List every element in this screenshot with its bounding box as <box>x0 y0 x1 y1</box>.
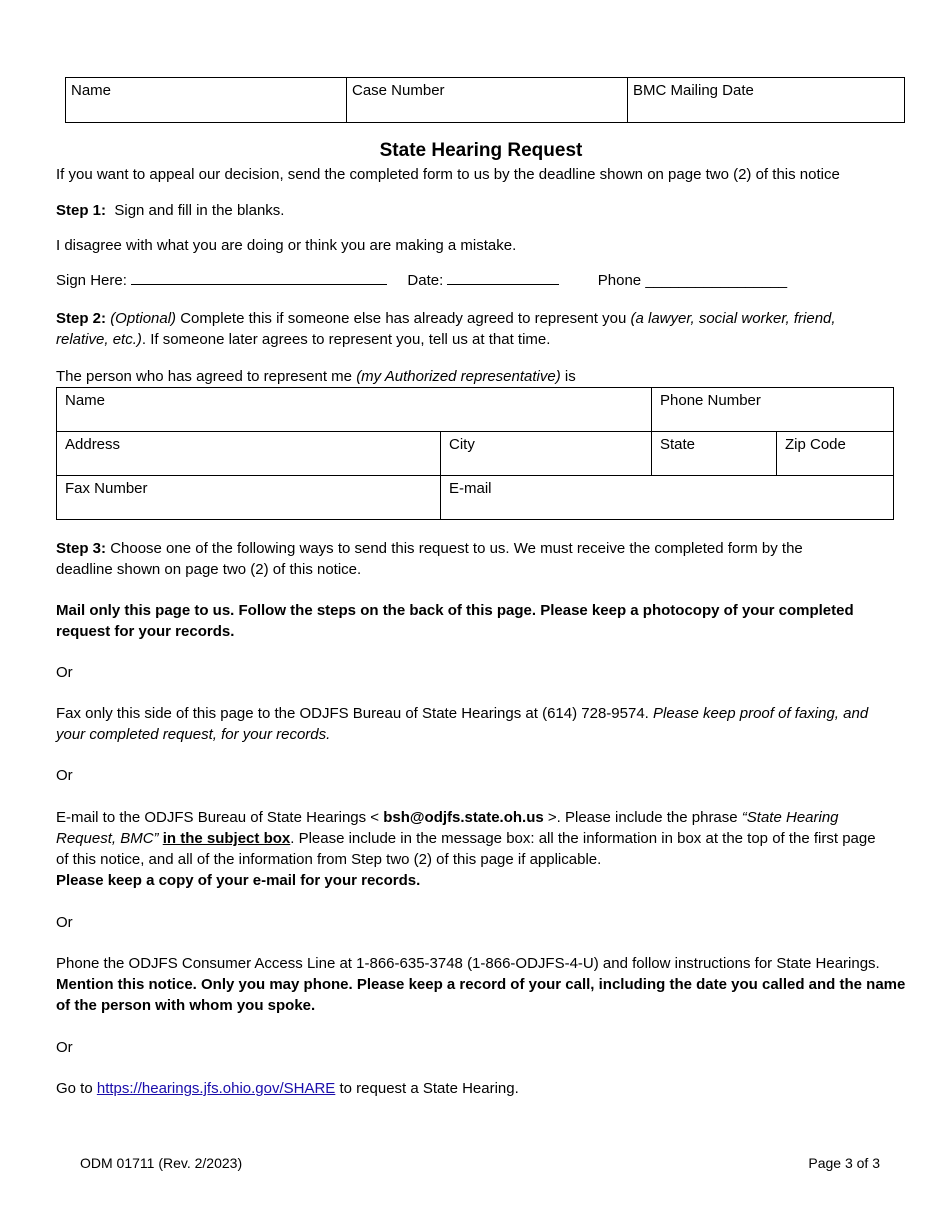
case-number-label: Case Number <box>352 82 445 99</box>
rep-intro-is: is <box>564 368 576 385</box>
fax-paragraph <box>56 703 896 745</box>
step3-label: Step 3: <box>56 540 107 557</box>
online-pre: Go to <box>56 1080 93 1097</box>
email-phrase: “State Hearing Request, BMC” <box>56 809 839 847</box>
or-separator-2: Or <box>56 767 73 784</box>
rep-name-cell[interactable] <box>57 388 652 432</box>
phone-label: Phone <box>597 272 642 289</box>
rep-city-cell[interactable] <box>441 432 652 476</box>
share-link[interactable]: https://hearings.jfs.ohio.gov/SHARE <box>96 1080 336 1097</box>
step2-optional: (Optional) <box>110 310 177 327</box>
rep-intro-text: The person who has agreed to represent me <box>56 368 353 385</box>
date-label: Date: <box>407 272 444 289</box>
rep-phone-label: Phone Number <box>660 392 761 409</box>
step1-text: Sign and fill in the blanks. <box>114 202 285 219</box>
rep-address-label: Address <box>65 436 121 453</box>
email-pre: E-mail to the ODJFS Bureau of State Hearings < <box>56 809 380 826</box>
step2-label: Step 2: <box>56 310 107 327</box>
step2-examples: (a lawyer, social worker, friend, relative, etc.) <box>56 310 836 348</box>
fax-text: Fax only this side of this page to the ODJFS Bureau of State Hearings at (614) 728-9574. <box>56 705 649 722</box>
email-rest: . Please include in the message box: all the information in box at the top of the first page of this notice, and all of the information from Step two (2) of this page if applicable. <box>56 830 876 868</box>
signature-field[interactable] <box>131 270 387 285</box>
representative-table <box>56 387 894 520</box>
phone-field[interactable]: _________________ <box>645 272 788 289</box>
phone-text: Phone the ODJFS Consumer Access Line at 1-866-635-3748 (1-866-ODJFS-4-U) and follow instructions for State Hearings. <box>56 955 880 972</box>
online-paragraph <box>56 1078 896 1099</box>
phone-bold: Mention this notice. Only you may phone. Please keep a record of your call, including the date you called and the name of the person with whom you spoke. <box>56 976 906 1014</box>
mail-instruction: Mail only this page to us. Follow the steps on the back of this page. Please keep a photocopy of your completed request for your records. <box>56 602 854 640</box>
or-separator-4: Or <box>56 1039 73 1056</box>
name-cell[interactable] <box>66 78 347 123</box>
rep-email-cell[interactable] <box>441 476 894 520</box>
step3-paragraph <box>56 538 856 580</box>
phone-paragraph <box>56 953 906 1016</box>
email-post: >. Please include the phrase <box>547 809 738 826</box>
case-number-cell[interactable] <box>347 78 628 123</box>
signature-row <box>56 270 896 291</box>
sign-label: Sign Here: <box>56 272 127 289</box>
representative-intro <box>56 366 896 387</box>
date-field[interactable] <box>447 270 559 285</box>
header-table <box>65 77 905 123</box>
rep-fax-label: Fax Number <box>65 480 148 497</box>
rep-intro-italic: (my Authorized representative) <box>356 368 561 385</box>
email-paragraph <box>56 807 886 891</box>
step2-paragraph <box>56 308 886 350</box>
name-label: Name <box>71 82 112 99</box>
rep-name-label: Name <box>65 392 106 409</box>
or-separator-1: Or <box>56 664 73 681</box>
step2-text-2: . If someone later agrees to represent you, tell us at that time. <box>141 331 551 348</box>
step2-text: Complete this if someone else has already agreed to represent you <box>180 310 627 327</box>
or-separator-3: Or <box>56 914 73 931</box>
step1-line <box>56 200 896 221</box>
page-number: Page 3 of 3 <box>808 1155 880 1171</box>
intro-text: If you want to appeal our decision, send the completed form to us by the deadline shown on page two (2) of this notice <box>56 166 840 183</box>
rep-state-cell[interactable] <box>652 432 777 476</box>
step3-text: Choose one of the following ways to send this request to us. We must receive the completed form by the deadline shown on page two (2) of this notice. <box>56 540 803 578</box>
rep-address-cell[interactable] <box>57 432 441 476</box>
rep-city-label: City <box>449 436 475 453</box>
email-subject: in the subject box <box>162 830 291 847</box>
page-title: State Hearing Request <box>379 140 583 161</box>
disagree-text: I disagree with what you are doing or think you are making a mistake. <box>56 237 517 254</box>
rep-state-label: State <box>660 436 696 453</box>
bmc-mailing-date-cell[interactable] <box>628 78 905 123</box>
step1-label: Step 1: <box>56 202 107 219</box>
rep-fax-cell[interactable] <box>57 476 441 520</box>
email-keep: Please keep a copy of your e-mail for your records. <box>56 872 421 889</box>
rep-phone-cell[interactable] <box>652 388 894 432</box>
rep-zip-cell[interactable] <box>777 432 894 476</box>
form-id: ODM 01711 (Rev. 2/2023) <box>80 1155 243 1171</box>
online-post: to request a State Hearing. <box>339 1080 519 1097</box>
rep-email-label: E-mail <box>449 480 492 497</box>
email-address[interactable]: bsh@odjfs.state.oh.us <box>383 809 544 826</box>
fax-italic: Please keep proof of faxing, and your completed request, for your records. <box>56 705 869 743</box>
bmc-mailing-date-label: BMC Mailing Date <box>633 82 754 99</box>
rep-zip-label: Zip Code <box>785 436 846 453</box>
